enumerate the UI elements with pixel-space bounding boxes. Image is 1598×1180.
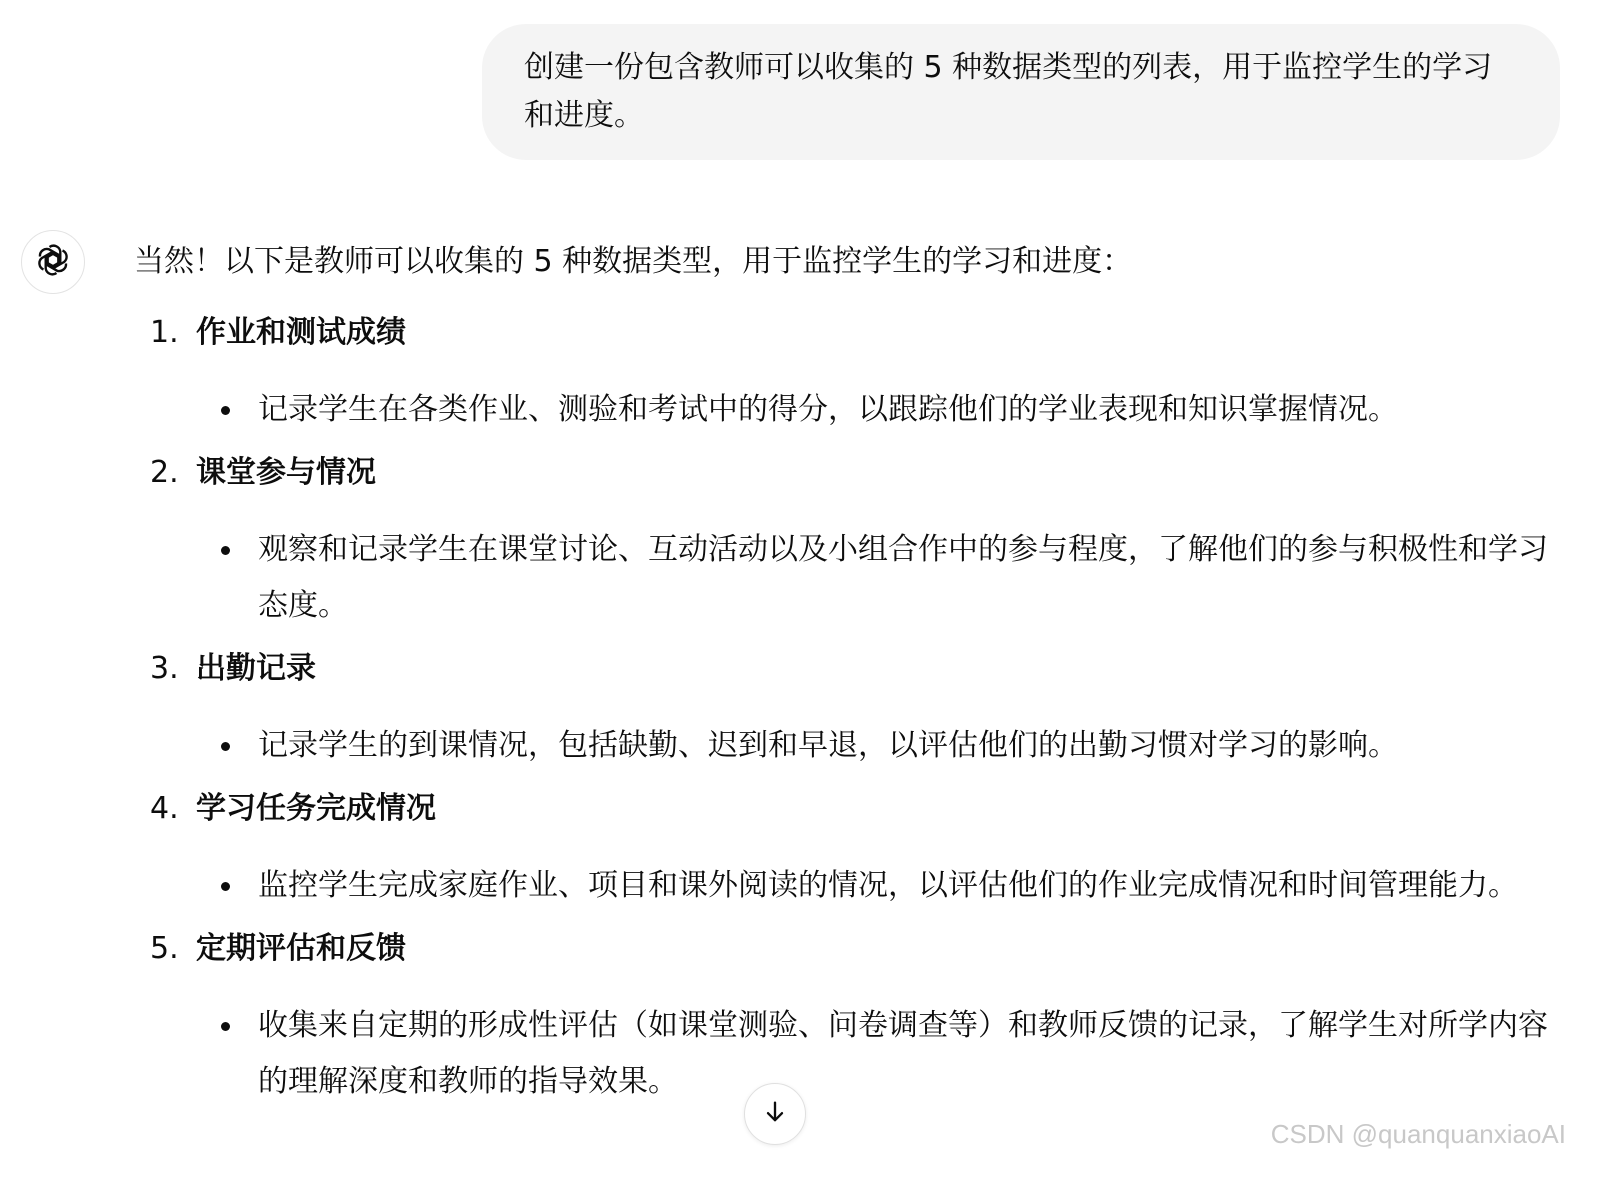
assistant-message [134,240,1554,1110]
item-title: 定期评估和反馈 [196,931,406,966]
bullet-dot [221,882,230,891]
bullet-dot [221,406,230,415]
list-item [134,787,1554,914]
scroll-to-bottom-button[interactable] [744,1083,806,1145]
bullet-dot [221,742,230,751]
item-title: 课堂参与情况 [196,455,376,490]
list-item [134,927,1554,1110]
item-number: 5. [150,931,179,966]
item-detail: 监控学生完成家庭作业、项目和课外阅读的情况，以评估他们的作业完成情况和时间管理能力。 [258,868,1518,903]
list-item [134,311,1554,438]
bullet-dot [221,1022,230,1031]
item-detail: 收集来自定期的形成性评估（如课堂测验、问卷调查等）和教师反馈的记录，了解学生对所学内容的理解深度和教师的指导效果。 [258,1008,1548,1099]
item-detail: 记录学生的到课情况，包括缺勤、迟到和早退，以评估他们的出勤习惯对学习的影响。 [258,728,1398,763]
item-number: 2. [150,455,179,490]
item-title: 出勤记录 [196,651,316,686]
item-title: 作业和测试成绩 [196,315,406,350]
user-message-bubble [482,24,1560,160]
user-message-text: 创建一份包含教师可以收集的 5 种数据类型的列表，用于监控学生的学习和进度。 [524,50,1493,133]
item-detail: 观察和记录学生在课堂讨论、互动活动以及小组合作中的参与程度，了解他们的参与积极性和学习态度。 [258,532,1548,623]
item-number: 4. [150,791,179,826]
item-number: 3. [150,651,179,686]
assistant-avatar [21,230,85,294]
bullet-dot [221,546,230,555]
item-number: 1. [150,315,179,350]
watermark: CSDN @quanquanxiaoAI [1270,1119,1566,1149]
item-detail: 记录学生在各类作业、测验和考试中的得分，以跟踪他们的学业表现和知识掌握情况。 [258,392,1398,427]
assistant-intro: 当然！以下是教师可以收集的 5 种数据类型，用于监控学生的学习和进度： [134,244,1133,279]
item-title: 学习任务完成情况 [196,791,436,826]
list-item [134,647,1554,774]
arrow-down-icon [761,1098,789,1130]
list-item [134,451,1554,634]
openai-logo-icon [34,241,72,283]
